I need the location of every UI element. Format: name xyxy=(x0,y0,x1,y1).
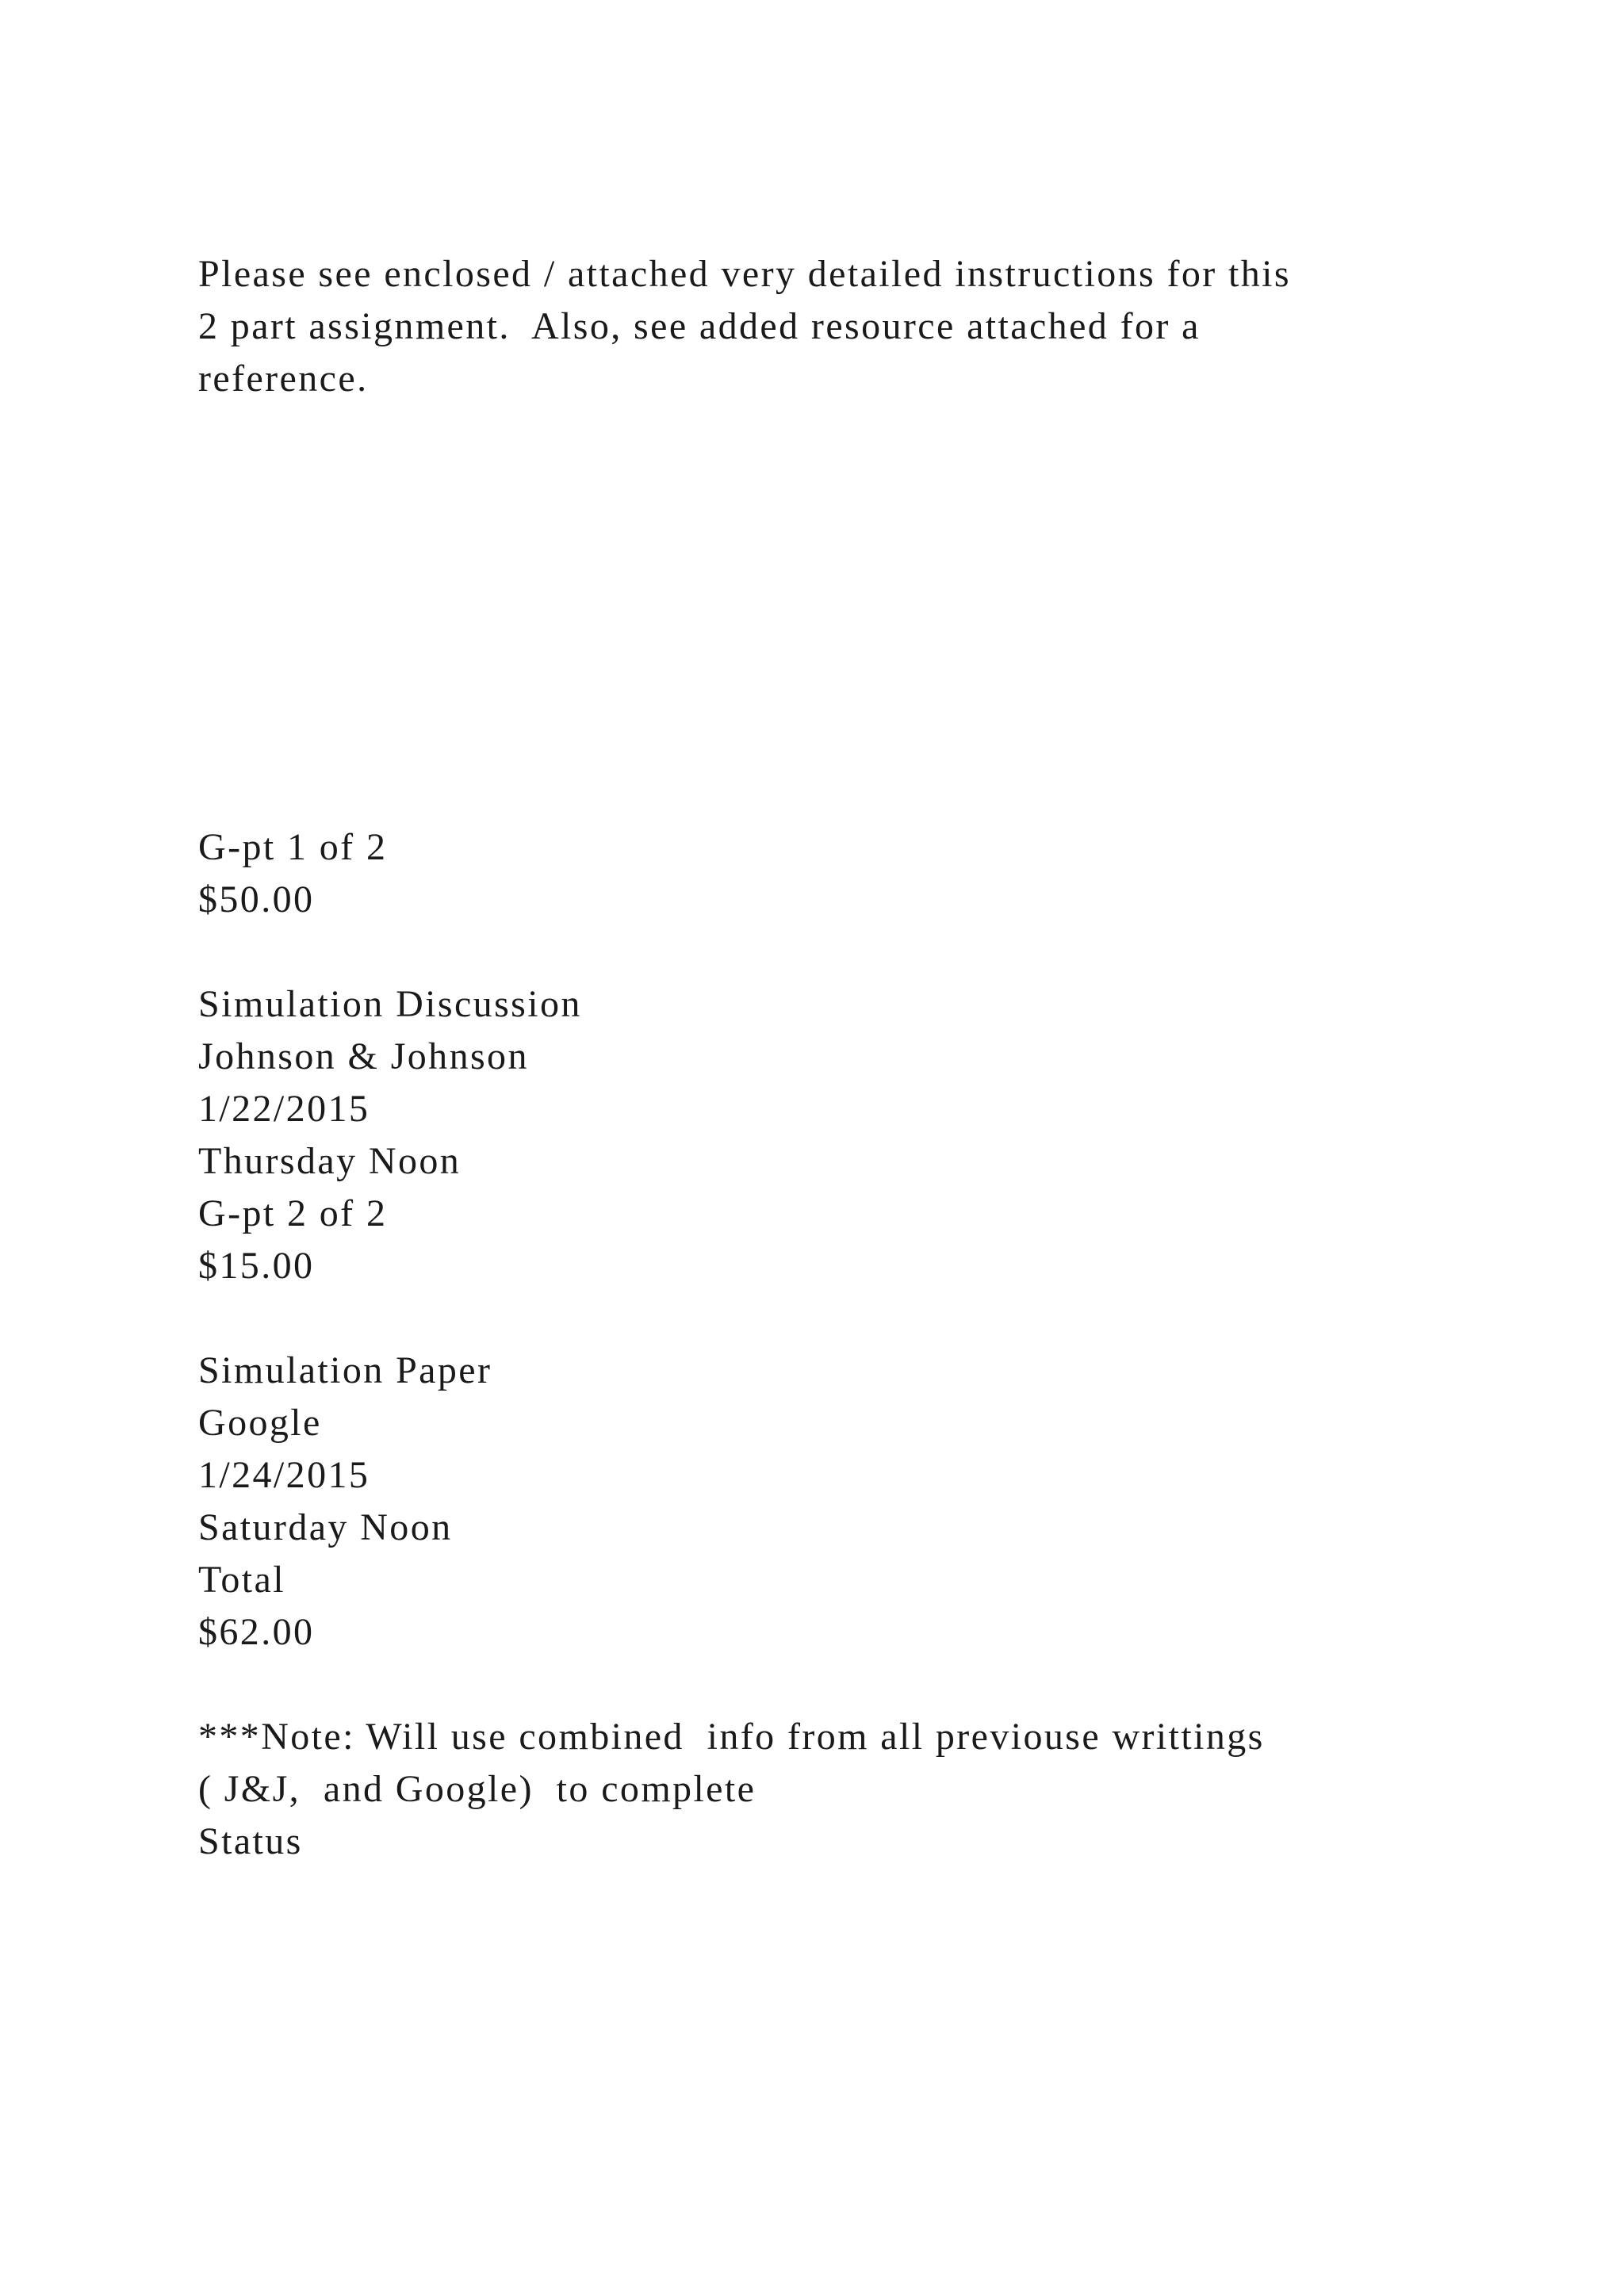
part2-due: Saturday Noon xyxy=(198,1506,453,1548)
total-value: $62.00 xyxy=(198,1611,315,1653)
intro-line: Please see enclosed / attached very detailed instructions for this xyxy=(198,253,1291,295)
part2-company: Google xyxy=(198,1402,322,1444)
part1-title: Simulation Discussion xyxy=(198,983,582,1025)
note-line: ( J&J, and Google) to complete xyxy=(198,1768,756,1810)
total-label: Total xyxy=(198,1559,285,1601)
part1-price: $50.00 xyxy=(198,878,315,920)
part2-price: $15.00 xyxy=(198,1245,315,1287)
part1-due: Thursday Noon xyxy=(198,1140,462,1182)
note-line: ***Note: Will use combined info from all previouse writtings xyxy=(198,1716,1265,1758)
part1-date: 1/22/2015 xyxy=(198,1088,370,1130)
part2-title: Simulation Paper xyxy=(198,1349,492,1391)
status-label: Status xyxy=(198,1820,303,1862)
part2-label: G-pt 2 of 2 xyxy=(198,1192,388,1234)
part2-date: 1/24/2015 xyxy=(198,1454,370,1496)
part1-company: Johnson & Johnson xyxy=(198,1035,529,1077)
intro-line: reference. xyxy=(198,358,369,400)
part1-label: G-pt 1 of 2 xyxy=(198,826,388,868)
intro-line: 2 part assignment. Also, see added resource attached for a xyxy=(198,305,1201,347)
